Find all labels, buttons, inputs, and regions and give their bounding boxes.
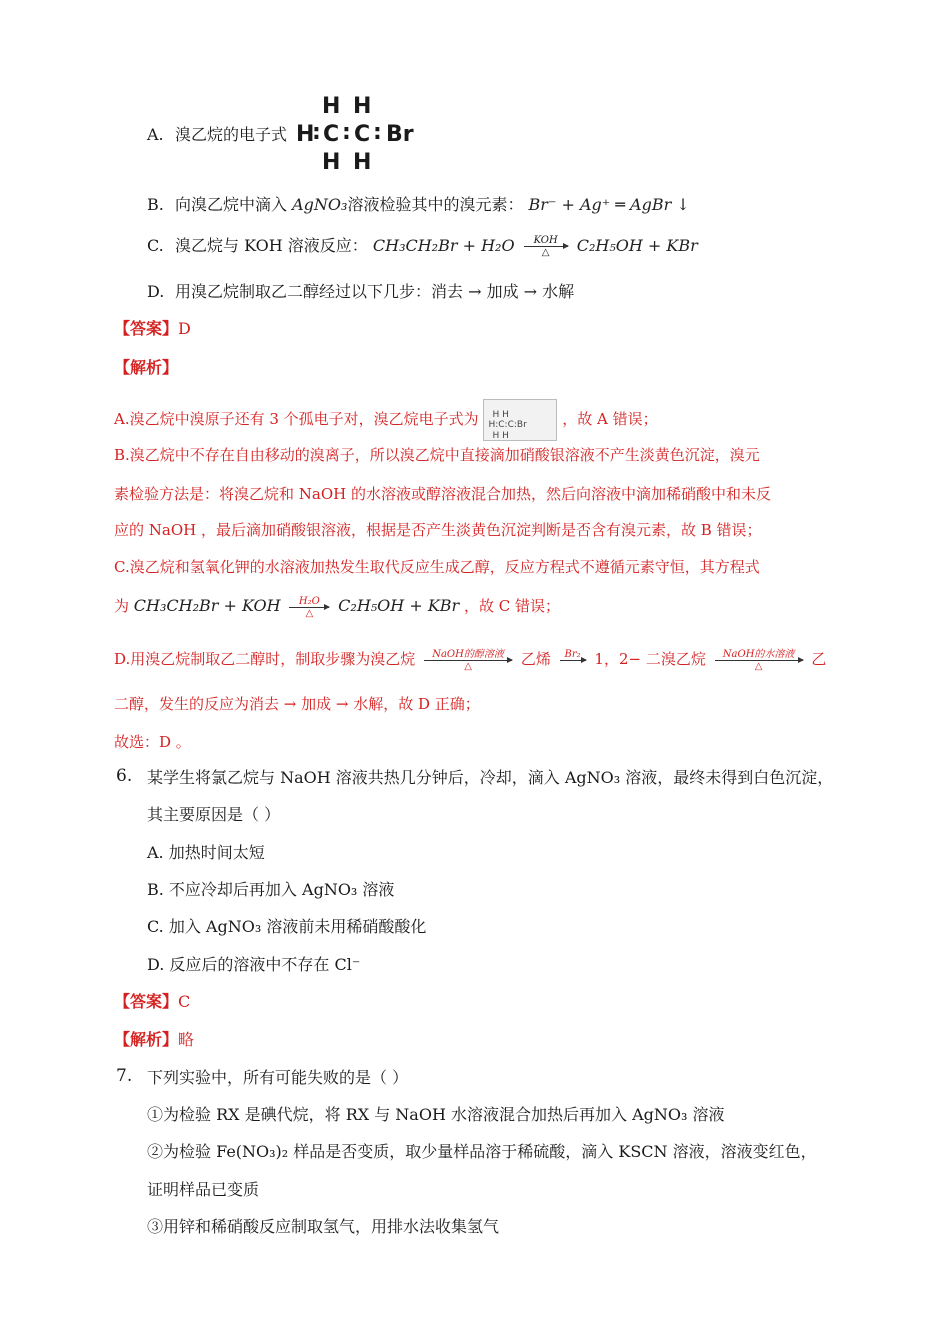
q7-item-1: ①为检验 RX 是碘代烷，将 RX 与 NaOH 水溶液混合加热后再加入 AgNO₃ 溶液 [147,1105,725,1124]
q7-item-2a: ②为检验 Fe(NO₃)₂ 样品是否变质，取少量样品溶于稀硫酸，滴入 KSCN 溶液，溶液变红色， [147,1142,817,1161]
q6-answer: 【答案】C [114,992,191,1011]
q7-number: 7. [116,1066,133,1086]
q5-analysis-b-2: 素检验方法是：将溴乙烷和 NaOH 的水溶液或醇溶液混合加热，然后向溶液中滴加稀硝酸中和未反 [114,485,771,503]
q5-option-a: A. 溴乙烷的电子式 [147,125,288,144]
q5-analysis-d-2: 二醇，发生的反应为消去 → 加成 → 水解，故 D 正确； [114,695,480,713]
reaction-arrow: H₂O △ [289,596,329,619]
q5-answer: 【答案】D [114,319,191,338]
reaction-arrow: NaOH的水溶液 △ [715,649,803,672]
q7-item-2b: 证明样品已变质 [147,1180,260,1199]
q6-option-a: A. 加热时间太短 [147,843,265,862]
q7-item-3: ③用锌和稀硝酸反应制取氢气，用排水法收集氢气 [147,1217,500,1236]
q5-conclusion: 故选：D 。 [114,733,191,751]
q5-option-d: D. 用溴乙烷制取乙二醇经过以下几步：消去 → 加成 → 水解 [147,282,575,301]
q6-stem-2: 其主要原因是（ ） [147,805,281,824]
q5-option-c: C. 溴乙烷与 KOH 溶液反应： CH₃CH₂Br + H₂O KOH △ C₂H₅OH + KBr [147,235,698,258]
q6-analysis: 【解析】略 [114,1030,195,1049]
q5-analysis-b-3: 应的 NaOH ，最后滴加硝酸银溶液，根据是否产生淡黄色沉淀判断是否含有溴元素，故 B 错误； [114,521,762,539]
q5-analysis-d-1: D.用溴乙烷制取乙二醇时，制取步骤为溴乙烷 NaOH的醇溶液 △ 乙烯 Br₂ 1，2− 二溴乙烷 NaOH的水溶液 △ 乙 [114,648,827,672]
q5-analysis-c-2: 为 CH₃CH₂Br + KOH H₂O △ C₂H₅OH + KBr ，故 C 错误； [114,595,560,619]
reaction-arrow: Br₂ [560,649,586,672]
q5-option-b: B. 向溴乙烷中滴入 AgNO₃溶液检验其中的溴元素： Br⁻ + Ag⁺ ═ AgBr ↓ [147,195,690,214]
q6-option-c: C. 加入 AgNO₃ 溶液前未用稀硝酸酸化 [147,917,427,936]
q5-analysis-label: 【解析】 [114,358,179,377]
q6-option-b: B. 不应冷却后再加入 AgNO₃ 溶液 [147,880,395,899]
q7-stem: 下列实验中，所有可能失败的是（ ） [147,1068,409,1087]
reaction-arrow: NaOH的醇溶液 △ [424,649,512,672]
lewis-structure: H H H : C : C : Br H H [296,94,414,175]
q6-stem-1: 某学生将氯乙烷与 NaOH 溶液共热几分钟后，冷却，滴入 AgNO₃ 溶液，最终未得到白色沉淀， [147,768,834,787]
reaction-arrow: KOH △ [524,235,568,258]
q5-analysis-c-1: C.溴乙烷和氢氧化钾的水溶液加热发生取代反应生成乙醇，反应方程式不遵循元素守恒，其方程式 [114,558,760,576]
q5-analysis-a: A.溴乙烷中溴原子还有 3 个孤电子对，溴乙烷电子式为 H H H:C:C:Br H H ，故 A 错误； [114,399,658,441]
q5-analysis-b-1: B.溴乙烷中不存在自由移动的溴离子，所以溴乙烷中直接滴加硝酸银溶液不产生淡黄色沉淀，溴元 [114,446,760,464]
q6-number: 6. [116,766,133,786]
q6-option-d: D. 反应后的溶液中不存在 Cl⁻ [147,955,361,974]
lewis-structure-thumbnail: H H H:C:C:Br H H [483,399,557,441]
